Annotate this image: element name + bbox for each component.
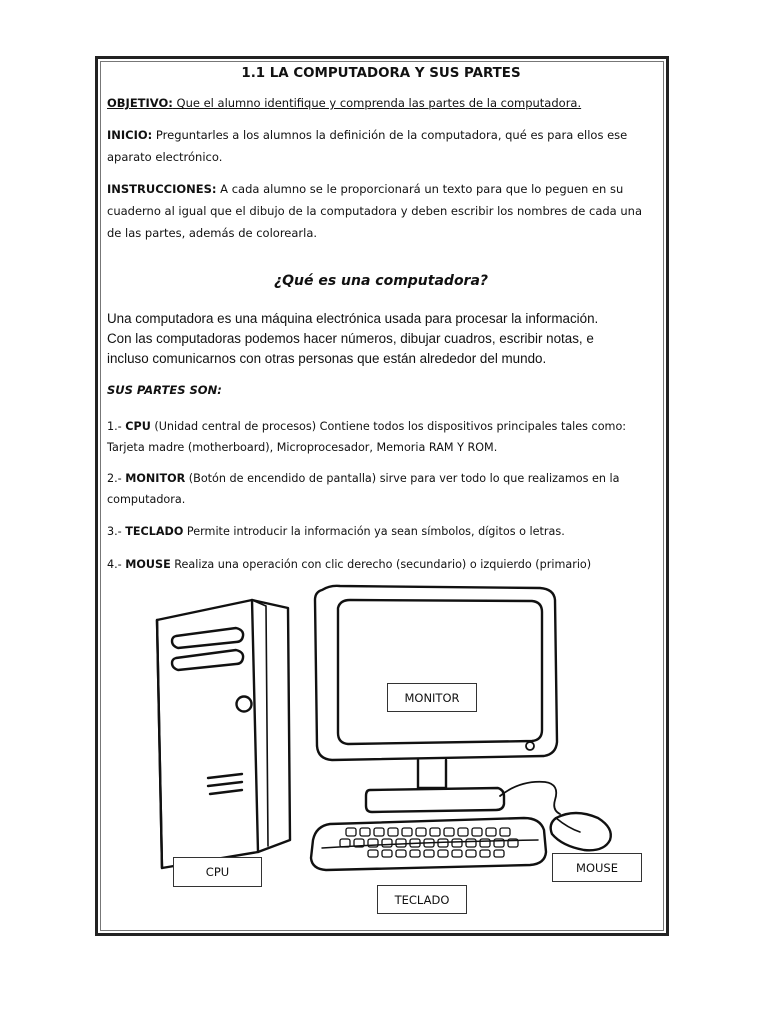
- question-heading: ¿Qué es una computadora?: [273, 273, 489, 289]
- part-name: MOUSE: [125, 558, 171, 571]
- inicio-text: Preguntarles a los alumnos la definición de la computadora, qué es para ellos ese aparato electrónico.: [107, 128, 628, 164]
- objetivo-text: Que el alumno identifique y comprenda las partes de la computadora.: [172, 96, 582, 110]
- teclado-label-box: TECLADO: [377, 885, 467, 914]
- part-name: TECLADO: [125, 525, 184, 538]
- cpu-tower-drawing: [157, 600, 290, 868]
- keyboard-drawing: [311, 818, 546, 870]
- definition-line-2: Con las computadoras podemos hacer números, dibujar cuadros, escribir notas, e: [107, 331, 594, 346]
- part-description: Permite introducir la información ya sean símbolos, dígitos o letras.: [183, 525, 565, 538]
- inicio-label: INICIO:: [107, 128, 153, 142]
- part-number: 2.-: [107, 472, 126, 485]
- part-number: 1.-: [107, 420, 126, 433]
- part-name: CPU: [125, 420, 151, 433]
- cpu-label-box: CPU: [173, 857, 262, 887]
- definition-line-3: incluso comunicarnos con otras personas que están alrededor del mundo.: [107, 351, 547, 366]
- mouse-label-box: MOUSE: [552, 853, 642, 882]
- document-title: 1.1 LA COMPUTADORA Y SUS PARTES: [241, 66, 521, 81]
- definition-line-1: Una computadora es una máquina electrónica usada para procesar la información.: [107, 311, 599, 326]
- parts-heading: SUS PARTES SON:: [107, 383, 222, 397]
- monitor-label-box: MONITOR: [387, 683, 477, 712]
- part-description: (Unidad central de procesos) Contiene todos los dispositivos principales tales como: Tarjeta madre (motherboard), Microprocesador, Memoria RAM Y ROM.: [107, 420, 627, 454]
- part-description: Realiza una operación con clic derecho (secundario) o izquierdo (primario): [170, 558, 592, 571]
- part-number: 3.-: [107, 525, 126, 538]
- instrucciones-text: A cada alumno se le proporcionará un texto para que lo peguen en su cuaderno al igual que el dibujo de la computadora y deben escribir los nombres de cada una de las partes, además de colorearla.: [107, 182, 643, 240]
- mouse-drawing: [551, 813, 611, 850]
- part-description: (Botón de encendido de pantalla) sirve para ver todo lo que realizamos en la computadora.: [107, 472, 620, 506]
- objetivo-label: OBJETIVO:: [107, 96, 173, 110]
- part-number: 4.-: [107, 558, 126, 571]
- part-name: MONITOR: [125, 472, 186, 485]
- instrucciones-label: INSTRUCCIONES:: [107, 182, 217, 196]
